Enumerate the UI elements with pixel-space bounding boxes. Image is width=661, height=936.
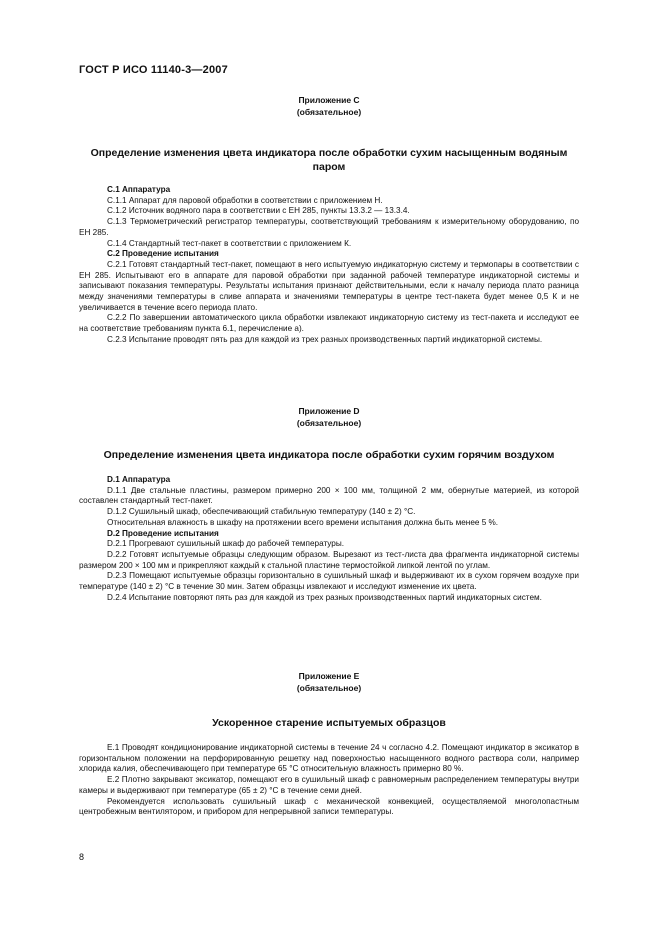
annex-e-body bbox=[79, 743, 579, 818]
annex-e-status: (обязательное) bbox=[296, 683, 362, 693]
paragraph: С.1.3 Термометрический регистратор температуры, соответствующий требованиям к измерительному оборудованию, по ЕН 285. bbox=[79, 217, 579, 237]
annex-d-label: Приложение D bbox=[298, 406, 360, 416]
annex-c-title: Определение изменения цвета индикатора после обработки сухим насыщенным водяным паром bbox=[90, 147, 568, 173]
paragraph: С.1.4 Стандартный тест-пакет в соответствии с приложением К. bbox=[107, 238, 352, 248]
paragraph: Относительная влажность в шкафу на протяжении всего времени испытания должна быть менее 5 %. bbox=[107, 517, 499, 527]
page-number: 8 bbox=[79, 852, 85, 862]
document-header: ГОСТ Р ИСО 11140-3—2007 bbox=[79, 64, 228, 76]
section-heading: D.2 Проведение испытания bbox=[107, 528, 219, 538]
paragraph: D.2.4 Испытание повторяют пять раз для каждой из трех разных производственных партий индикаторных систем. bbox=[107, 592, 542, 602]
annex-c-body bbox=[79, 185, 579, 346]
paragraph: Е.2 Плотно закрывают эксикатор, помещают его в сушильный шкаф с равномерным распределением температуры внутри камеры и выдерживают при температуре (65 ± 2) °С в течение семи дней. bbox=[79, 775, 579, 795]
section-heading: D.1 Аппаратура bbox=[107, 475, 171, 484]
paragraph: D.2.3 Помещают испытуемые образцы горизонтально в сушильный шкаф и выдерживают их в сухом горячем воздухе при температуре (140 ± 2) °С в течение 30 мин. Затем образцы извлекают и исследуют изменение их цвета. bbox=[79, 571, 579, 592]
annex-e-title: Ускоренное старение испытуемых образцов bbox=[212, 717, 446, 729]
paragraph: С.2.1 Готовят стандартный тест-пакет, помещают в него испытуемую индикаторную систему и термопары в соответствии с ЕН 285. Испытывают его в аппарате для паровой обработки при заданной рабочей температуре индикаторной системы и записывают показания температуры. Результаты испытания признают действительными, если к началу периода плато разница между значениями температуры в сливе аппарата и значениями температуры в центре тест-пакета будет менее 0,5 К и не увеличивается в течение всего периода плато. bbox=[79, 259, 579, 312]
section-heading: С.1 Аппаратура bbox=[107, 185, 171, 194]
paragraph: С.1.1 Аппарат для паровой обработки в соответствии с приложением Н. bbox=[107, 195, 383, 205]
annex-c-label: Приложение С bbox=[298, 95, 360, 105]
paragraph: D.1.2 Сушильный шкаф, обеспечивающий стабильную температуру (140 ± 2) °С. bbox=[107, 507, 416, 517]
annex-d-title: Определение изменения цвета индикатора после обработки сухим горячим воздухом bbox=[103, 449, 555, 461]
paragraph: D.1.1 Две стальные пластины, размером примерно 200 × 100 мм, толщиной 2 мм, обернутые материей, из которой составлен стандартный тест-пакет. bbox=[79, 485, 579, 506]
annex-e-label: Приложение Е bbox=[298, 671, 360, 681]
paragraph: D.2.1 Прогревают сушильный шкаф до рабочей температуры. bbox=[107, 539, 345, 549]
annex-c-status: (обязательное) bbox=[296, 107, 362, 117]
section-heading: С.2 Проведение испытания bbox=[107, 249, 219, 259]
paragraph: С.2.2 По завершении автоматического цикла обработки извлекают индикаторную систему из тест-пакета и исследуют ее на соответствие требованиям пункта 6.1, перечисление а). bbox=[79, 313, 579, 334]
paragraph: D.2.2 Готовят испытуемые образцы следующим образом. Вырезают из тест-листа два фрагмента индикаторной системы размером 200 × 100 мм и прикрепляют каждый к стальной пластине термостойкой липкой лентой по углам. bbox=[79, 549, 579, 570]
paragraph: Рекомендуется использовать сушильный шкаф с механической конвекцией, осуществляемой многолопастным центробежным вентилятором, и прибором для непрерывной записи температуры. bbox=[79, 796, 579, 817]
paragraph: Е.1 Проводят кондиционирование индикаторной системы в течение 24 ч согласно 4.2. Помещают индикатор в эксикатор в горизонтальном положении на перфорированную решетку над поверхностью насыщенного водного раствора соли, например хлорида калия, обеспечивающего при температуре 65 °С относительную влажность примерно 80 %. bbox=[79, 743, 579, 774]
paragraph: С.2.3 Испытание проводят пять раз для каждой из трех разных производственных партий индикаторной системы. bbox=[107, 334, 543, 344]
paragraph: С.1.2 Источник водяного пара в соответствии с ЕН 285, пункты 13.3.2 — 13.3.4. bbox=[107, 206, 410, 216]
annex-d-status: (обязательное) bbox=[296, 418, 362, 428]
annex-d-body bbox=[79, 475, 579, 603]
